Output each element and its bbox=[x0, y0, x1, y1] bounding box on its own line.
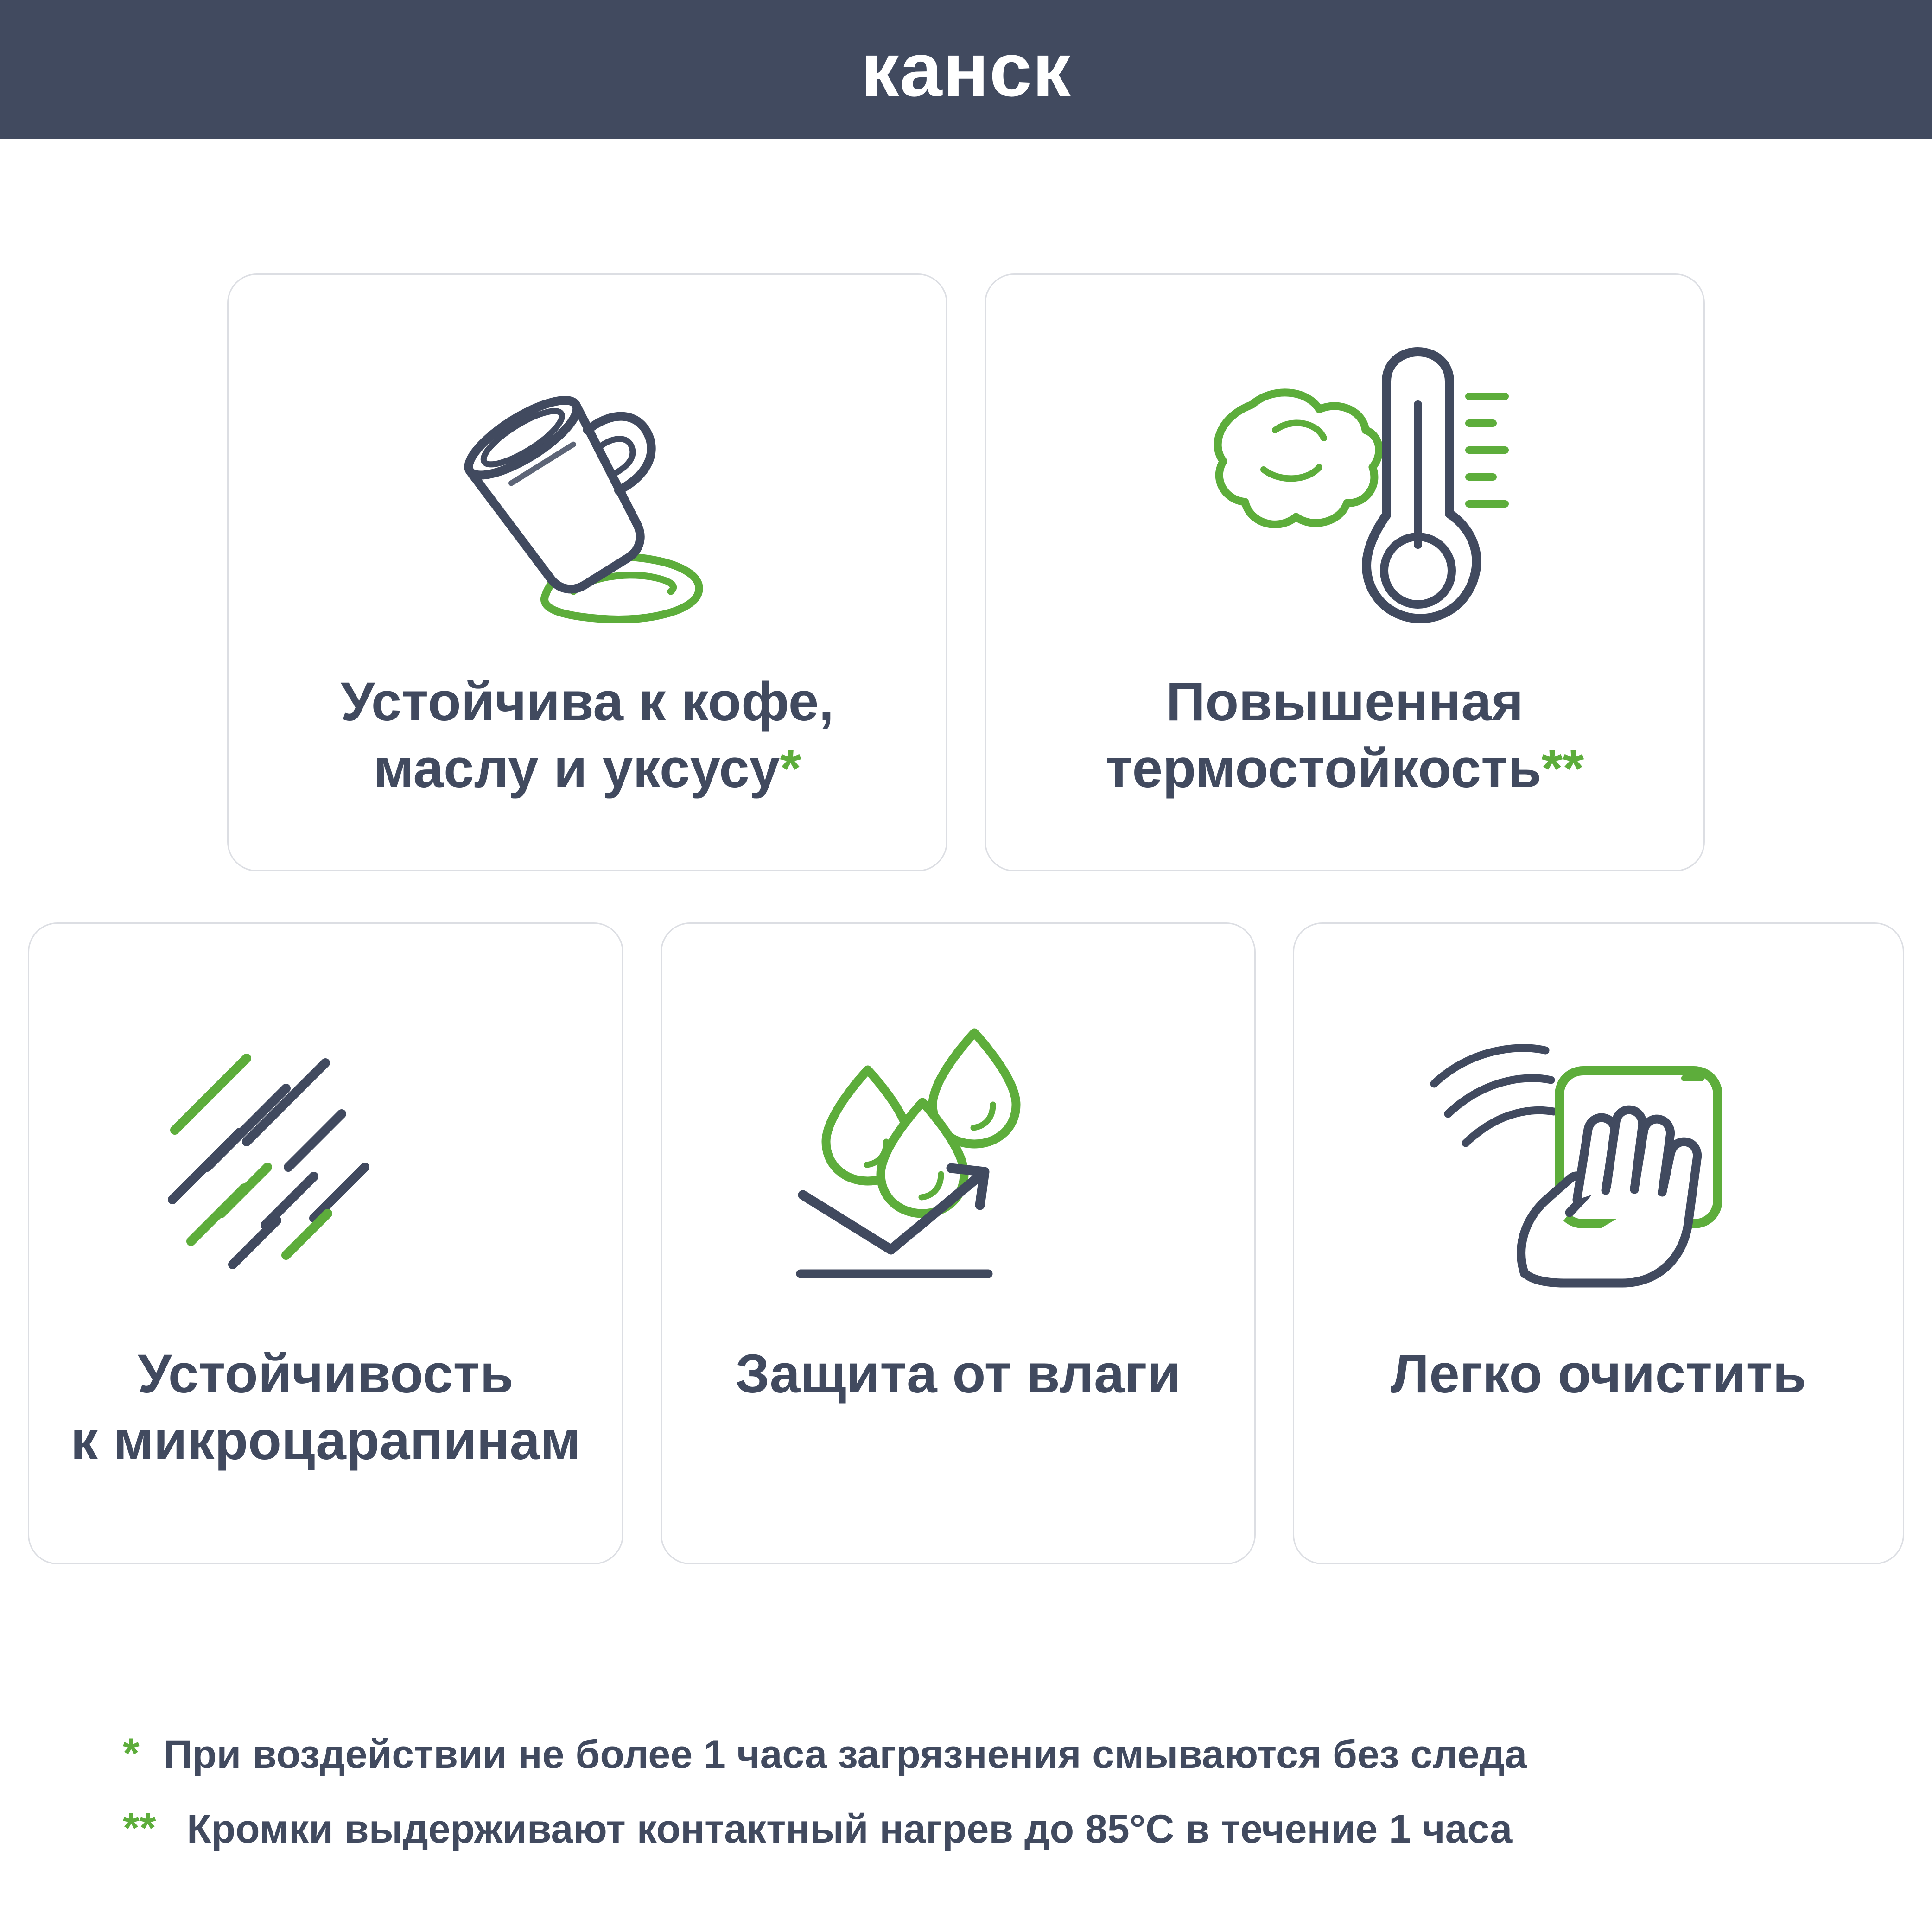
cards-row-bottom bbox=[28, 922, 1904, 1564]
scratches-icon bbox=[29, 989, 622, 1327]
footnote-item bbox=[123, 1804, 1932, 1853]
label-line-2: к микроцарапинам bbox=[70, 1410, 581, 1471]
cards-row-top bbox=[28, 273, 1904, 871]
feature-card-stain-resistance bbox=[227, 273, 947, 871]
water-drops-repel-icon bbox=[662, 989, 1255, 1327]
footnote-marker: * bbox=[780, 737, 801, 799]
page-header bbox=[0, 0, 1932, 139]
footnote-text: Кромки выдерживают контактный нагрев до 85°C в течение 1 часа bbox=[187, 1807, 1513, 1852]
feature-card-heat-resistance bbox=[985, 273, 1705, 871]
label-line-1: Легко очистить bbox=[1391, 1343, 1806, 1405]
footnote-marker-double: ** bbox=[123, 1805, 156, 1852]
label-line-1: Устойчива к кофе, bbox=[340, 671, 834, 732]
footnotes bbox=[0, 1729, 1932, 1879]
feature-card-scratch-resistance bbox=[28, 922, 623, 1564]
label-line-1: Устойчивость bbox=[137, 1343, 514, 1405]
label-line-2: маслу и уксусу bbox=[373, 737, 780, 799]
label-line-1: Повышенная bbox=[1166, 671, 1524, 732]
footnote-item bbox=[123, 1729, 1932, 1779]
label-line-2: термостойкость bbox=[1105, 737, 1542, 799]
feature-card-label bbox=[1087, 669, 1603, 802]
footnote-marker: ** bbox=[1541, 737, 1584, 799]
feature-card-label bbox=[52, 1341, 599, 1474]
thermometer-steam-icon bbox=[986, 330, 1703, 655]
feature-card-label bbox=[322, 669, 852, 802]
feature-card-label bbox=[1372, 1341, 1824, 1408]
hand-wiping-cloth-icon bbox=[1294, 989, 1903, 1327]
footnote-marker-single: * bbox=[123, 1730, 140, 1778]
cards-area bbox=[0, 139, 1932, 1564]
page-title: канск bbox=[861, 26, 1071, 112]
feature-card-moisture-protection bbox=[661, 922, 1256, 1564]
footnote-text: При воздействии не более 1 часа загрязнения смываются без следа bbox=[164, 1732, 1527, 1777]
label-line-1: Защита от влаги bbox=[735, 1343, 1181, 1405]
feature-card-easy-clean bbox=[1293, 922, 1904, 1564]
spilled-cup-icon bbox=[229, 330, 946, 655]
feature-card-label bbox=[717, 1341, 1200, 1408]
